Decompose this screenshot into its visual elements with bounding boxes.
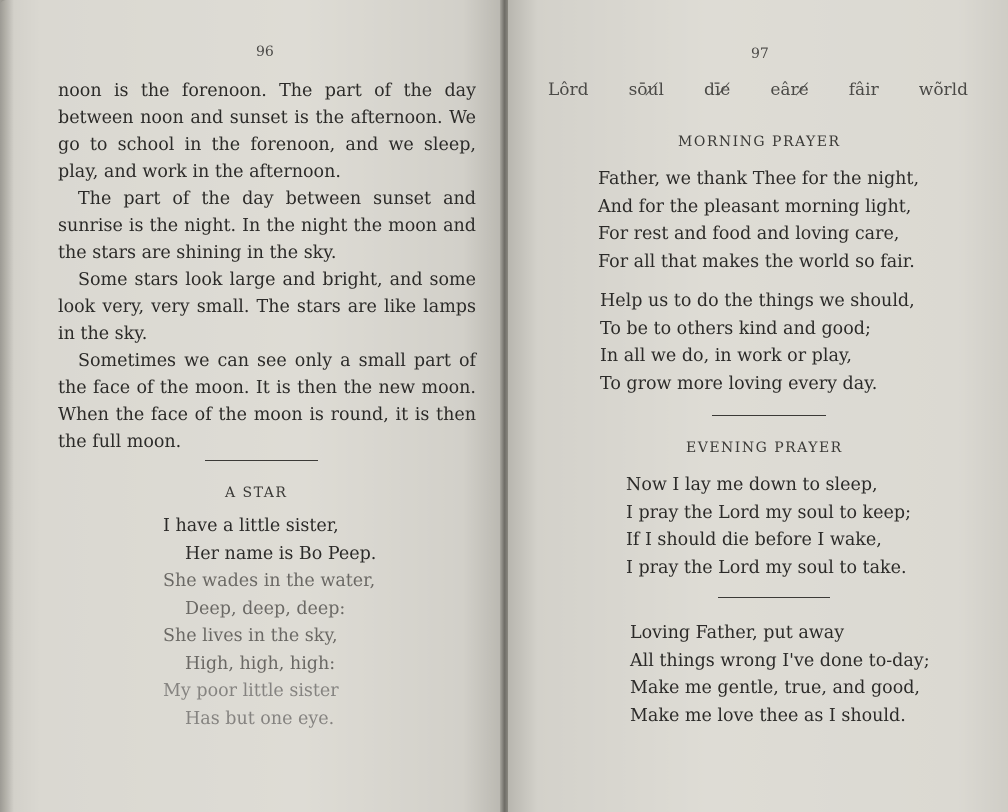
left-page <box>0 0 503 812</box>
poem-line: Now I lay me down to sleep, <box>626 475 878 495</box>
poem-line: If I should die before I wake, <box>626 530 882 550</box>
word-item: sōu̸l <box>628 80 664 100</box>
poem-line: High, high, high: <box>185 653 336 674</box>
evening-prayer-stanza-1 <box>626 472 911 582</box>
poem-a-star <box>163 513 376 733</box>
poem-line: She wades in the water, <box>163 571 376 591</box>
paragraph-3: Some stars look large and bright, and some look very, very small. The stars are like lamps in the sky. <box>58 270 476 344</box>
section-divider <box>205 460 318 461</box>
poem-line: I pray the Lord my soul to keep; <box>626 502 911 523</box>
morning-prayer-stanza-2 <box>600 288 915 398</box>
section-divider <box>712 415 826 416</box>
word-item: wõrld <box>918 80 968 100</box>
word-item: Lôrd <box>548 80 589 100</box>
word-item: eâre̸ <box>770 80 809 100</box>
poem-line: Make me gentle, true, and good, <box>630 678 920 698</box>
paragraph-1: noon is the forenoon. The part of the day between noon and sunset is the afternoon. We go to school in the forenoon, and we sleep, play, and work in the afternoon. <box>58 81 476 182</box>
poem-line: In all we do, in work or play, <box>600 346 852 366</box>
poem-line: To grow more loving every day. <box>600 373 878 394</box>
poem-line: Loving Father, put away <box>630 623 845 643</box>
poem-line: I pray the Lord my soul to take. <box>626 557 907 578</box>
page-number-left: 96 <box>256 44 274 60</box>
pronunciation-word-list <box>548 80 968 100</box>
poem-title-a-star: A STAR <box>225 485 288 501</box>
word-item: dīe̸ <box>703 80 731 100</box>
morning-prayer-stanza-1 <box>598 166 919 276</box>
paragraph-4: Sometimes we can see only a small part of the face of the moon. It is then the new moon. When the face of the moon is round, it is then the full moon. <box>58 351 476 452</box>
poem-line: Help us to do the things we should, <box>600 291 915 311</box>
section-divider <box>718 597 830 598</box>
poem-line: For all that makes the world so fair. <box>598 251 915 272</box>
poem-line: Make me love thee as I should. <box>630 705 906 726</box>
page-number-right: 97 <box>751 46 769 62</box>
poem-line: And for the pleasant morning light, <box>598 196 912 217</box>
paragraph-2: The part of the day between sunset and sunrise is the night. In the night the moon and the stars are shining in the sky. <box>58 189 476 263</box>
poem-line: Deep, deep, deep: <box>185 598 346 619</box>
evening-prayer-stanza-2 <box>630 620 930 730</box>
poem-line: All things wrong I've done to-day; <box>630 650 930 671</box>
poem-line: I have a little sister, <box>163 516 339 536</box>
poem-line: Has but one eye. <box>185 708 335 729</box>
poem-line: Her name is Bo Peep. <box>185 543 377 564</box>
poem-line: To be to others kind and good; <box>600 318 871 339</box>
word-item: fâir <box>848 80 879 100</box>
prose-block <box>58 78 476 456</box>
poem-line: My poor little sister <box>163 681 339 701</box>
poem-line: She lives in the sky, <box>163 626 338 646</box>
poem-title-evening-prayer: EVENING PRAYER <box>686 440 843 456</box>
poem-line: For rest and food and loving care, <box>598 224 900 244</box>
poem-line: Father, we thank Thee for the night, <box>598 169 920 189</box>
poem-title-morning-prayer: MORNING PRAYER <box>678 134 841 150</box>
left-edge-shadow <box>0 0 14 812</box>
